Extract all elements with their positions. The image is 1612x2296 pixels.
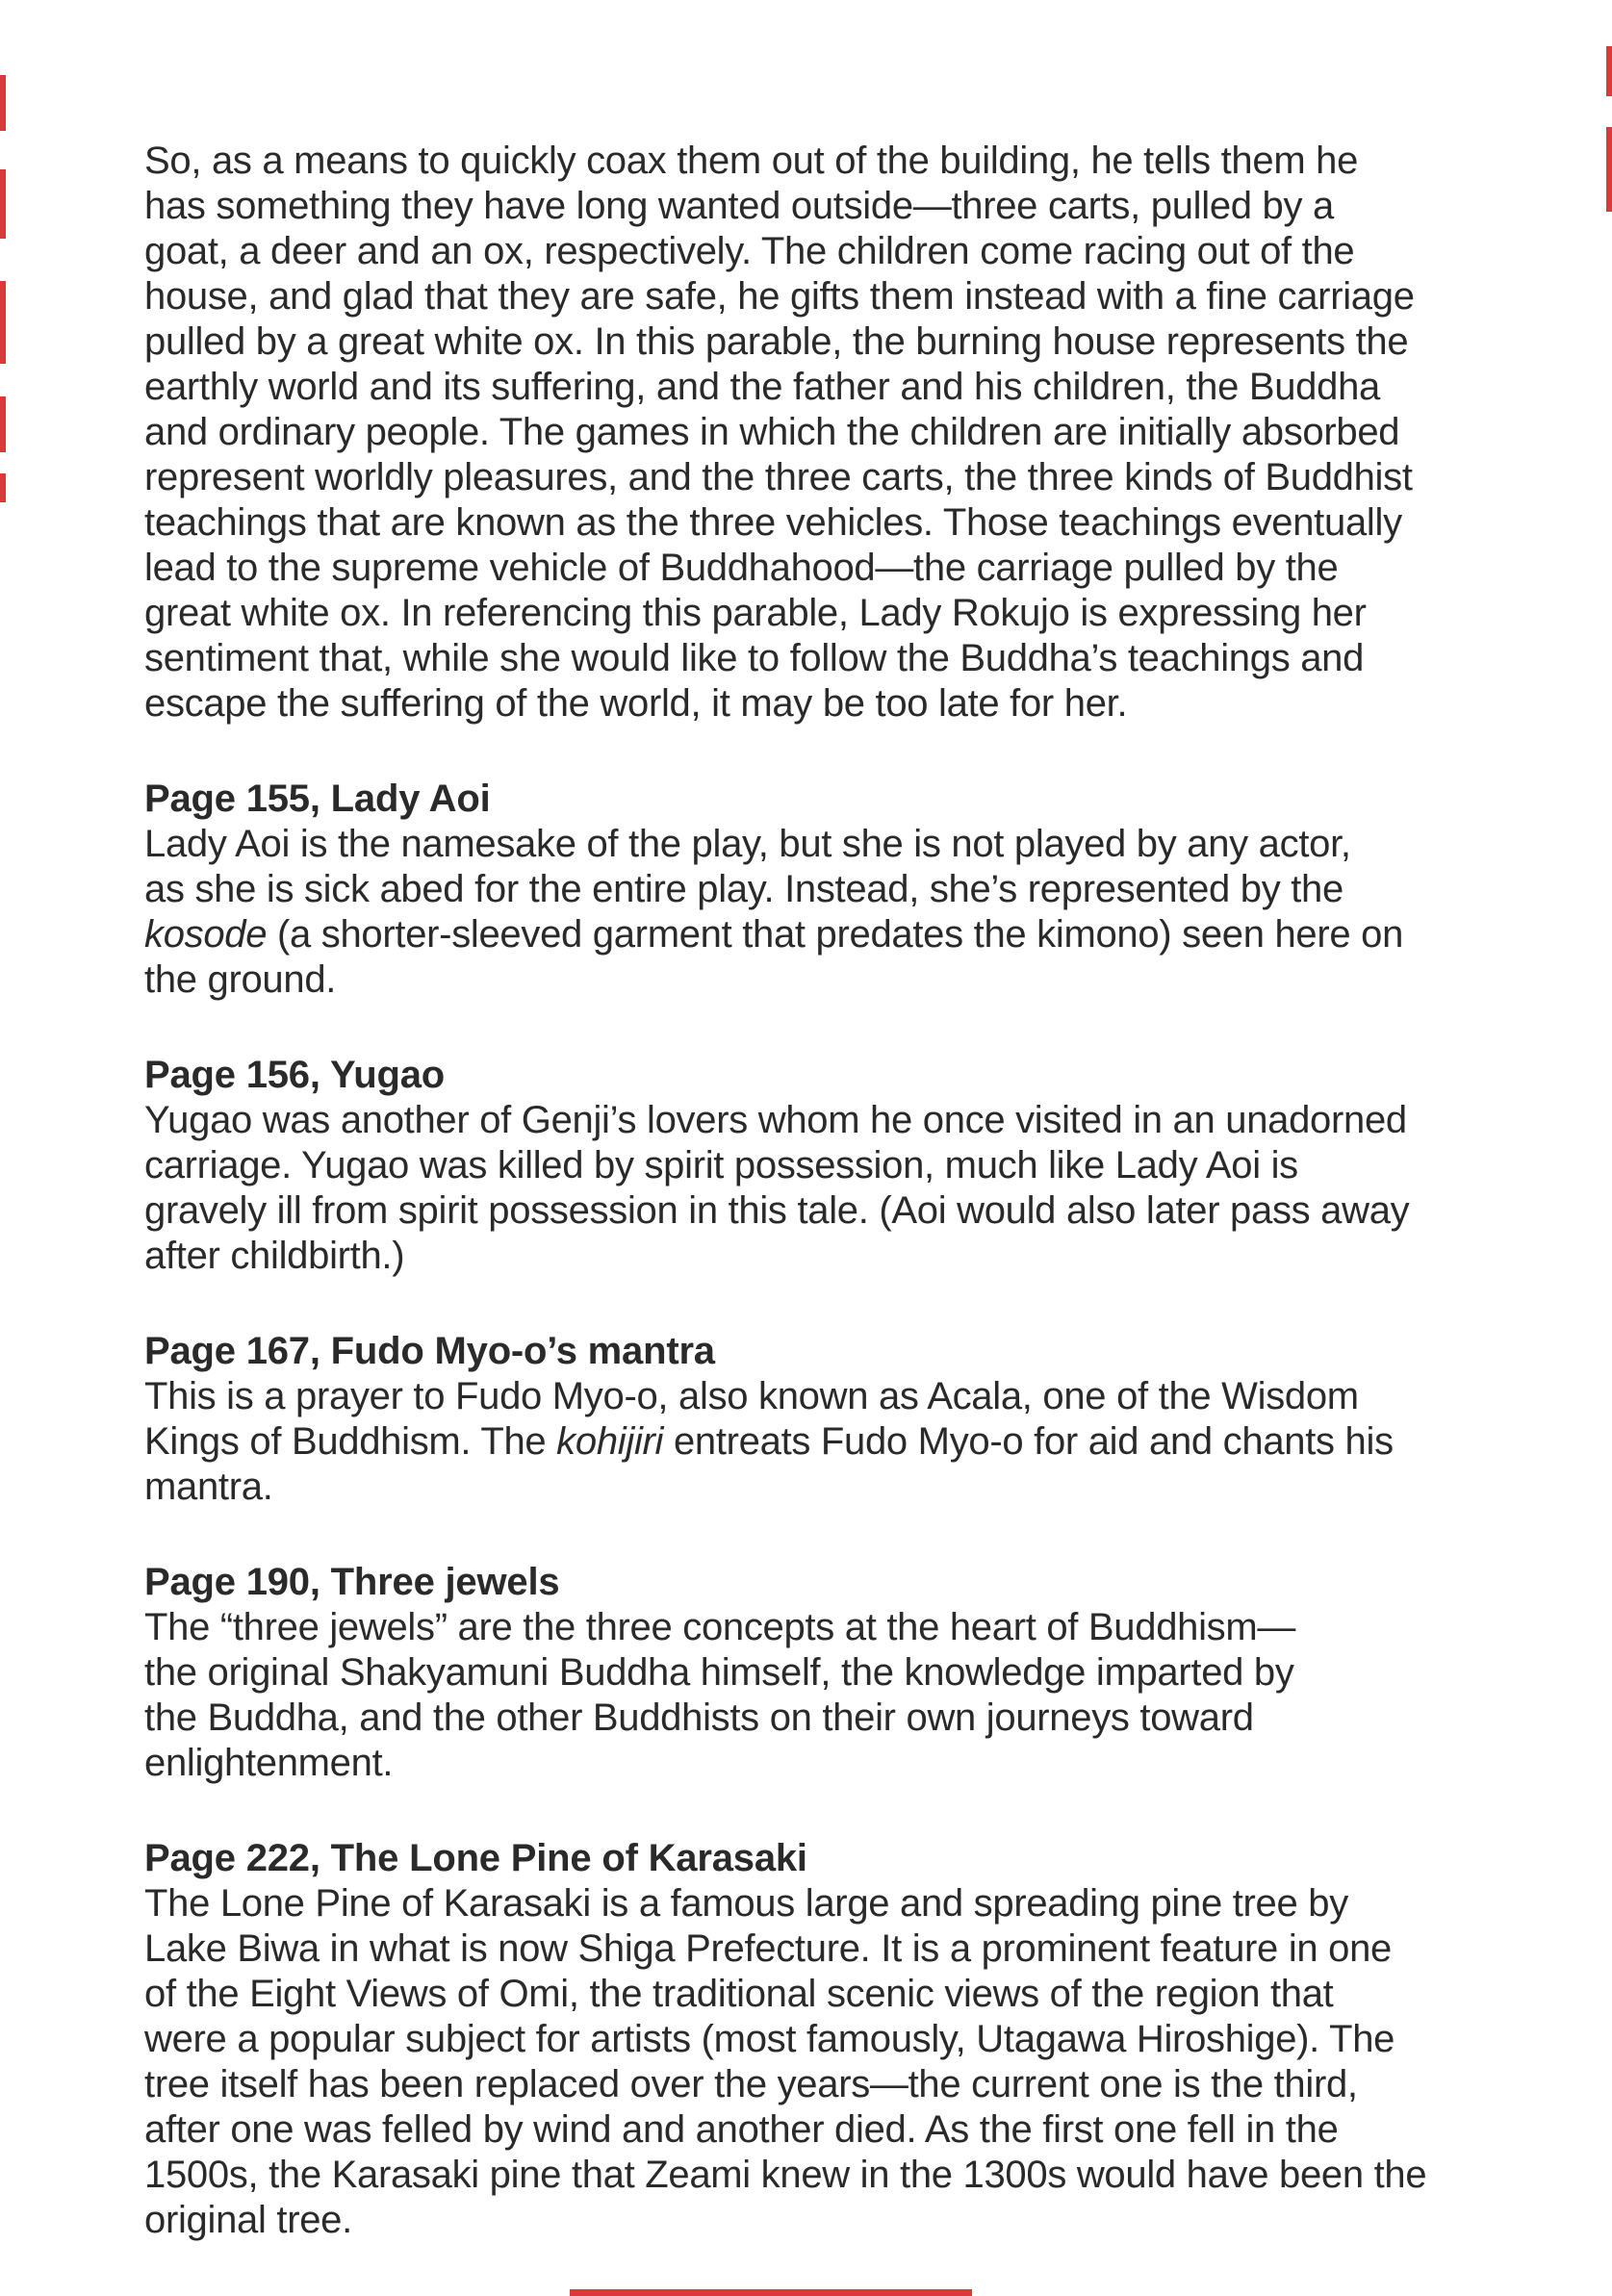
body-line: gravely ill from spirit possession in this tale. (Aoi would also later pass away bbox=[144, 1189, 1410, 1232]
body-line: enlightenment. bbox=[144, 1742, 394, 1784]
body-line: after one was felled by wind and another died. As the first one fell in the bbox=[144, 2108, 1339, 2151]
body-line: as she is sick abed for the entire play. Instead, she’s represented by the bbox=[144, 868, 1343, 910]
body-line: Yugao was another of Genji’s lovers whom he once visited in an unadorned bbox=[144, 1099, 1407, 1141]
body-line: the Buddha, and the other Buddhists on their own journeys toward bbox=[144, 1696, 1254, 1739]
body-line: the original Shakyamuni Buddha himself, the knowledge imparted by bbox=[144, 1651, 1294, 1694]
body-line: after childbirth.) bbox=[144, 1235, 405, 1277]
body-line bbox=[144, 1419, 1472, 1465]
italic-term: kosode bbox=[144, 913, 268, 956]
section-heading: Page 190, Three jewels bbox=[144, 1561, 560, 1603]
red-page-edge-mark bbox=[0, 473, 6, 502]
section-heading: Page 222, The Lone Pine of Karasaki bbox=[144, 1837, 807, 1879]
body-line: earthly world and its suffering, and the father and his children, the Buddha bbox=[144, 366, 1380, 408]
text-content bbox=[144, 139, 1472, 2243]
section-heading: Page 155, Lady Aoi bbox=[144, 778, 491, 820]
text-segment: entreats Fudo Myo-o for aid and chants his bbox=[663, 1420, 1394, 1463]
body-line: 1500s, the Karasaki pine that Zeami knew in the 1300s would have been the bbox=[144, 2154, 1427, 2196]
body-line: The “three jewels” are the three concepts at the heart of Buddhism— bbox=[144, 1606, 1296, 1648]
body-line: mantra. bbox=[144, 1466, 273, 1508]
body-line: tree itself has been replaced over the years—the current one is the third, bbox=[144, 2063, 1358, 2105]
body-line: of the Eight Views of Omi, the traditional scenic views of the region that bbox=[144, 1973, 1334, 2015]
body-line: escape the suffering of the world, it may be too late for her. bbox=[144, 682, 1128, 725]
body-line: house, and glad that they are safe, he gifts them instead with a fine carriage bbox=[144, 275, 1415, 318]
body-line: pulled by a great white ox. In this parable, the burning house represents the bbox=[144, 320, 1409, 363]
body-line: original tree. bbox=[144, 2199, 352, 2241]
body-line: The Lone Pine of Karasaki is a famous large and spreading pine tree by bbox=[144, 1882, 1348, 1925]
section-heading: Page 156, Yugao bbox=[144, 1054, 445, 1096]
body-line: were a popular subject for artists (most famously, Utagawa Hiroshige). The bbox=[144, 2018, 1395, 2060]
body-line: Lady Aoi is the namesake of the play, but she is not played by any actor, bbox=[144, 823, 1351, 865]
glossary-sections bbox=[144, 777, 1472, 2243]
body-line: sentiment that, while she would like to follow the Buddha’s teachings and bbox=[144, 637, 1365, 679]
body-line: goat, a deer and an ox, respectively. The children come racing out of the bbox=[144, 230, 1355, 272]
body-line: teachings that are known as the three vehicles. Those teachings eventually bbox=[144, 501, 1402, 544]
body-line: This is a prayer to Fudo Myo-o, also known as Acala, one of the Wisdom bbox=[144, 1375, 1359, 1417]
body-line: the ground. bbox=[144, 958, 337, 1001]
body-line: So, as a means to quickly coax them out of the building, he tells them he bbox=[144, 140, 1359, 182]
body-line: represent worldly pleasures, and the three carts, the three kinds of Buddhist bbox=[144, 456, 1413, 498]
body-line bbox=[144, 912, 1472, 957]
section-page-167 bbox=[144, 1329, 1472, 1510]
red-page-edge-mark bbox=[0, 75, 6, 131]
body-line: great white ox. In referencing this parable, Lady Rokujo is expressing her bbox=[144, 592, 1367, 634]
body-line: has something they have long wanted outside—three carts, pulled by a bbox=[144, 185, 1334, 227]
section-page-222 bbox=[144, 1836, 1472, 2243]
body-line: carriage. Yugao was killed by spirit possession, much like Lady Aoi is bbox=[144, 1144, 1298, 1186]
section-heading: Page 167, Fudo Myo-o’s mantra bbox=[144, 1330, 715, 1372]
red-page-edge-mark bbox=[0, 396, 6, 452]
intro-paragraph bbox=[144, 139, 1472, 727]
red-page-edge-mark bbox=[0, 169, 6, 239]
section-page-156 bbox=[144, 1053, 1472, 1279]
body-line: Lake Biwa in what is now Shiga Prefecture. It is a prominent feature in one bbox=[144, 1927, 1392, 1970]
red-page-edge-mark bbox=[1606, 46, 1612, 96]
italic-term: kohijiri bbox=[556, 1420, 664, 1463]
body-line: and ordinary people. The games in which the children are initially absorbed bbox=[144, 411, 1400, 453]
section-page-155 bbox=[144, 777, 1472, 1003]
text-segment: (a shorter-sleeved garment that predates the kimono) seen here on bbox=[267, 913, 1404, 956]
red-page-edge-mark bbox=[0, 281, 6, 364]
red-page-edge-mark bbox=[1606, 127, 1612, 212]
red-page-edge-mark bbox=[570, 2289, 972, 2296]
section-page-190 bbox=[144, 1560, 1472, 1786]
body-line: lead to the supreme vehicle of Buddhahood—the carriage pulled by the bbox=[144, 547, 1339, 589]
text-segment: Kings of Buddhism. The bbox=[144, 1420, 557, 1463]
